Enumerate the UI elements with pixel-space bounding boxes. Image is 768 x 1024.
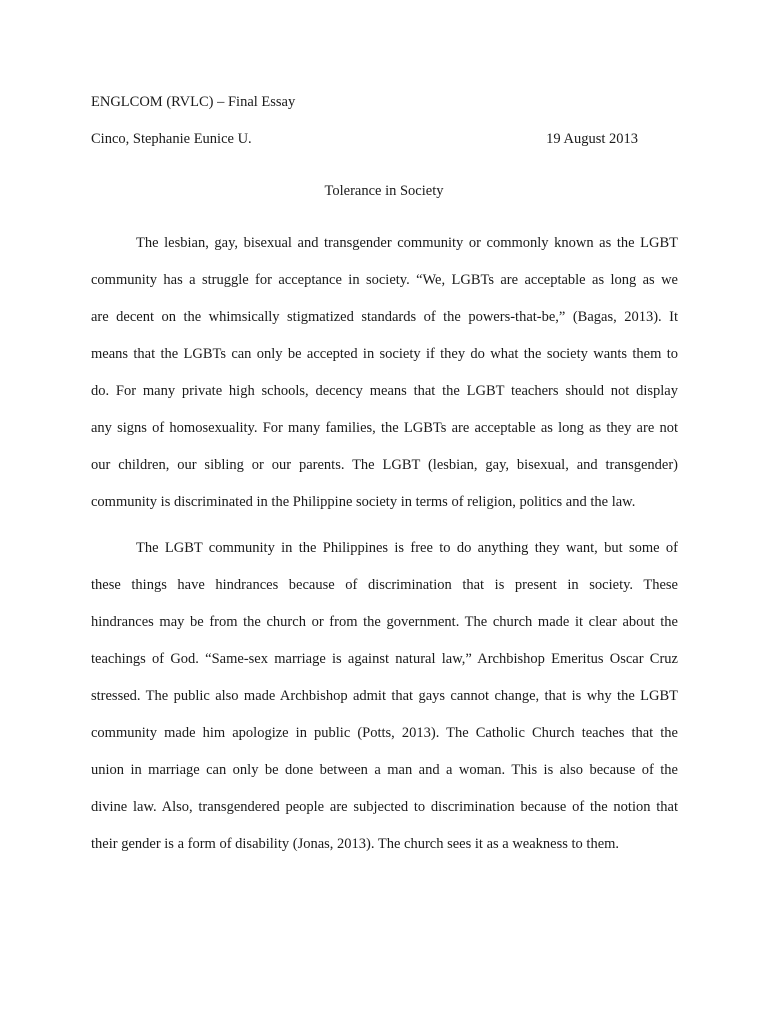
paragraph-line: their gender is a form of disability (Jonas, 2013). The church sees it as a weakness to them. — [91, 836, 620, 852]
paragraph-line: community made him apologize in public (Potts, 2013). The Catholic Church teaches that the — [91, 725, 678, 741]
essay-title: Tolerance in Society — [324, 183, 444, 199]
paragraph-line: The LGBT community in the Philippines is free to do anything they want, but some of — [136, 540, 678, 556]
paragraph-line: union in marriage can only be done between a man and a woman. This is also because of the — [91, 762, 678, 778]
author-name: Cinco, Stephanie Eunice U. — [91, 131, 252, 147]
paragraph-line: our children, our sibling or our parents. The LGBT (lesbian, gay, bisexual, and transgender) — [91, 457, 678, 473]
essay-date: 19 August 2013 — [546, 131, 638, 147]
paragraph-line: means that the LGBTs can only be accepted in society if they do what the society wants them to — [91, 346, 678, 362]
paragraph-line: these things have hindrances because of discrimination that is present in society. These — [91, 577, 678, 593]
paragraph-line: divine law. Also, transgendered people are subjected to discrimination because of the notion that — [91, 799, 678, 815]
paragraph-2 — [91, 538, 678, 871]
paragraph-line: do. For many private high schools, decency means that the LGBT teachers should not display — [91, 383, 678, 399]
paragraph-1 — [91, 233, 678, 529]
paragraph-line: any signs of homosexuality. For many families, the LGBTs are acceptable as long as they are not — [91, 420, 678, 436]
paragraph-line: hindrances may be from the church or from the government. The church made it clear about the — [91, 614, 678, 630]
paragraph-line: The lesbian, gay, bisexual and transgender community or commonly known as the LGBT — [136, 235, 678, 251]
paragraph-line: community is discriminated in the Philippine society in terms of religion, politics and the law. — [91, 494, 636, 510]
course-heading: ENGLCOM (RVLC) – Final Essay — [91, 94, 296, 110]
paragraph-line: teachings of God. “Same-sex marriage is against natural law,” Archbishop Emeritus Oscar Cruz — [91, 651, 678, 667]
paragraph-line: community has a struggle for acceptance in society. “We, LGBTs are acceptable as long as we — [91, 272, 678, 288]
paragraph-line: stressed. The public also made Archbishop admit that gays cannot change, that is why the LGBT — [91, 688, 678, 704]
paragraph-line: are decent on the whimsically stigmatized standards of the powers-that-be,” (Bagas, 2013). It — [91, 309, 678, 325]
